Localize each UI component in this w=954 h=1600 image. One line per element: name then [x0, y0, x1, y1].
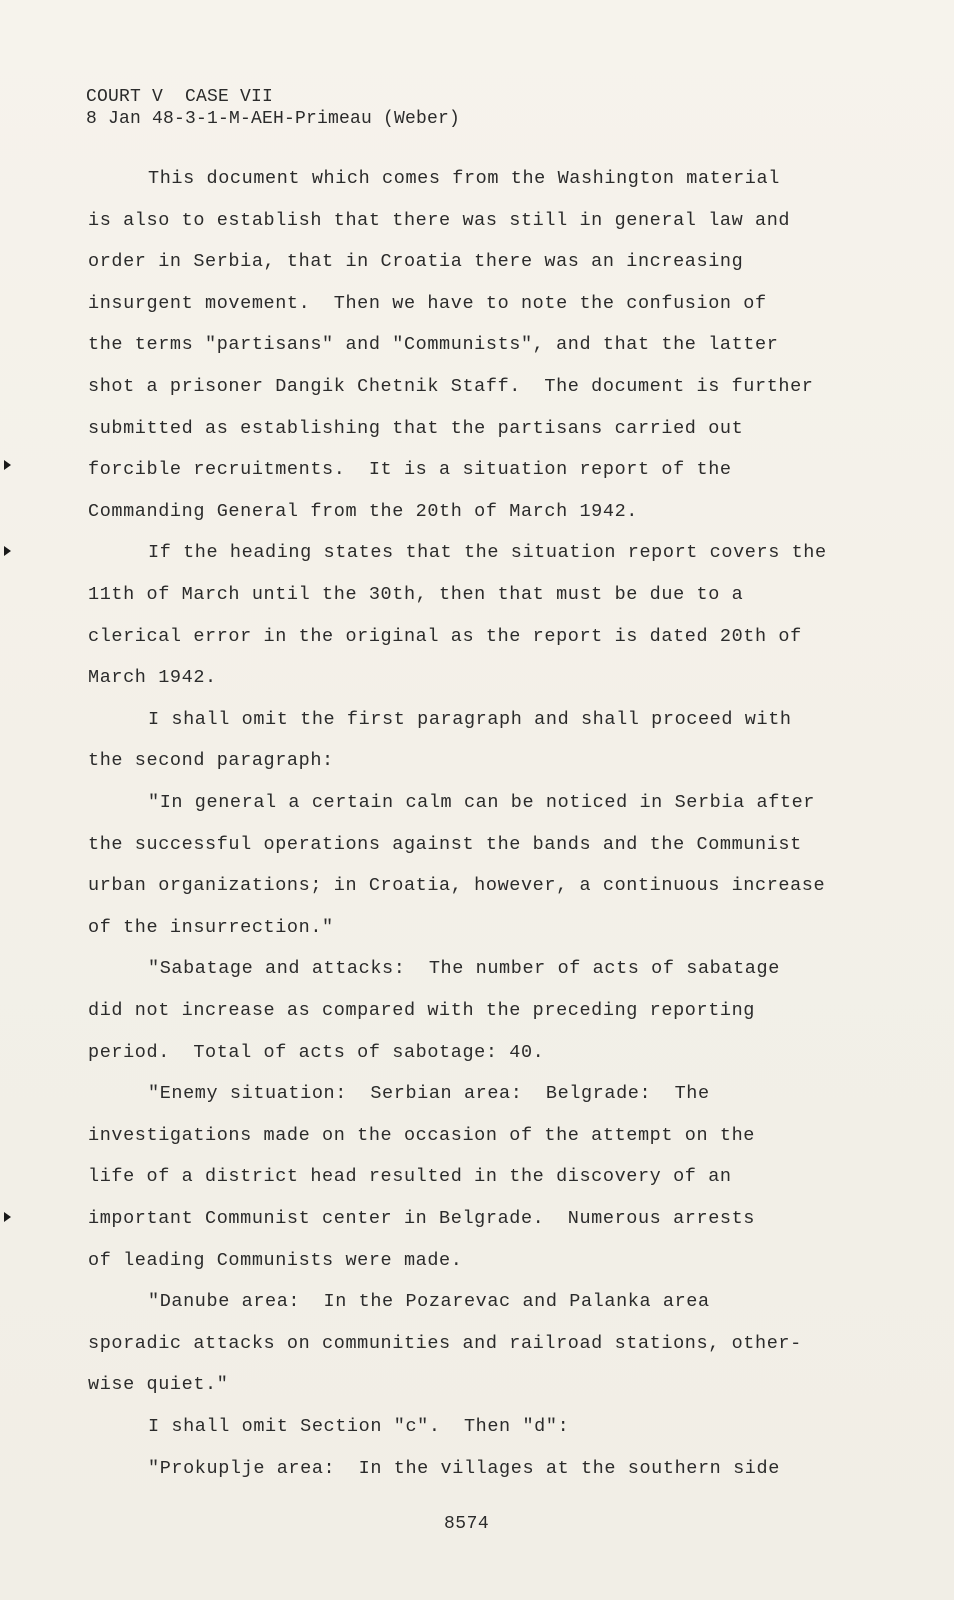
text-line: If the heading states that the situation report covers the	[148, 542, 827, 564]
text-line: submitted as establishing that the partisans carried out	[88, 417, 744, 439]
text-line: the second paragraph:	[88, 750, 334, 772]
text-line: March 1942.	[88, 667, 217, 689]
text-line: Commanding General from the 20th of March 1942.	[88, 500, 638, 522]
text-line: did not increase as compared with the preceding reporting	[88, 1000, 756, 1021]
text-line: important Communist center in Belgrade. Numerous arrests	[88, 1208, 756, 1229]
text-line: "Sabatage and attacks: The number of acts of sabatage	[148, 958, 780, 980]
text-line: I shall omit Section "c". Then "d":	[148, 1416, 570, 1437]
text-line: I shall omit the first paragraph and shall proceed with	[148, 708, 792, 730]
text-line: 11th of March until the 30th, then that must be due to a	[88, 584, 744, 605]
text-line: insurgent movement. Then we have to note the confusion of	[88, 292, 767, 314]
page-number: 8574	[444, 1514, 490, 1534]
text-line: urban organizations; in Croatia, however, a continuous increase	[88, 875, 826, 897]
session-line: 8 Jan 48-3-1-M-AEH-Primeau (Weber)	[86, 109, 461, 129]
text-line: wise quiet."	[88, 1374, 229, 1396]
text-line: clerical error in the original as the report is dated 20th of	[88, 625, 802, 647]
punch-mark-icon	[4, 546, 11, 556]
text-line: life of a district head resulted in the discovery of an	[88, 1166, 732, 1188]
text-line: This document which comes from the Washington material	[148, 168, 780, 189]
text-line: shot a prisoner Dangik Chetnik Staff. The document is further	[88, 376, 814, 397]
text-line: forcible recruitments. It is a situation report of the	[88, 459, 732, 481]
text-line: order in Serbia, that in Croatia there was an increasing	[88, 251, 744, 273]
text-line: of the insurrection."	[88, 916, 334, 938]
text-line: sporadic attacks on communities and railroad stations, other-	[88, 1332, 802, 1354]
punch-mark-icon	[4, 1212, 11, 1222]
text-line: "Danube area: In the Pozarevac and Palanka area	[148, 1291, 710, 1313]
document-header	[86, 86, 460, 130]
text-line: of leading Communists were made.	[88, 1249, 463, 1271]
text-line: "Prokuplje area: In the villages at the southern side	[148, 1457, 780, 1479]
text-line: period. Total of acts of sabotage: 40.	[88, 1041, 545, 1063]
text-line: the terms "partisans" and "Communists", and that the latter	[88, 334, 779, 356]
text-line: investigations made on the occasion of the attempt on the	[88, 1124, 756, 1146]
text-line: "In general a certain calm can be noticed in Serbia after	[148, 792, 816, 813]
punch-mark-icon	[4, 460, 11, 470]
text-line: "Enemy situation: Serbian area: Belgrade: The	[148, 1083, 710, 1105]
text-line: the successful operations against the bands and the Communist	[88, 833, 802, 855]
court-case-line: COURT V CASE VII	[86, 87, 274, 107]
text-line: is also to establish that there was still in general law and	[88, 209, 791, 231]
